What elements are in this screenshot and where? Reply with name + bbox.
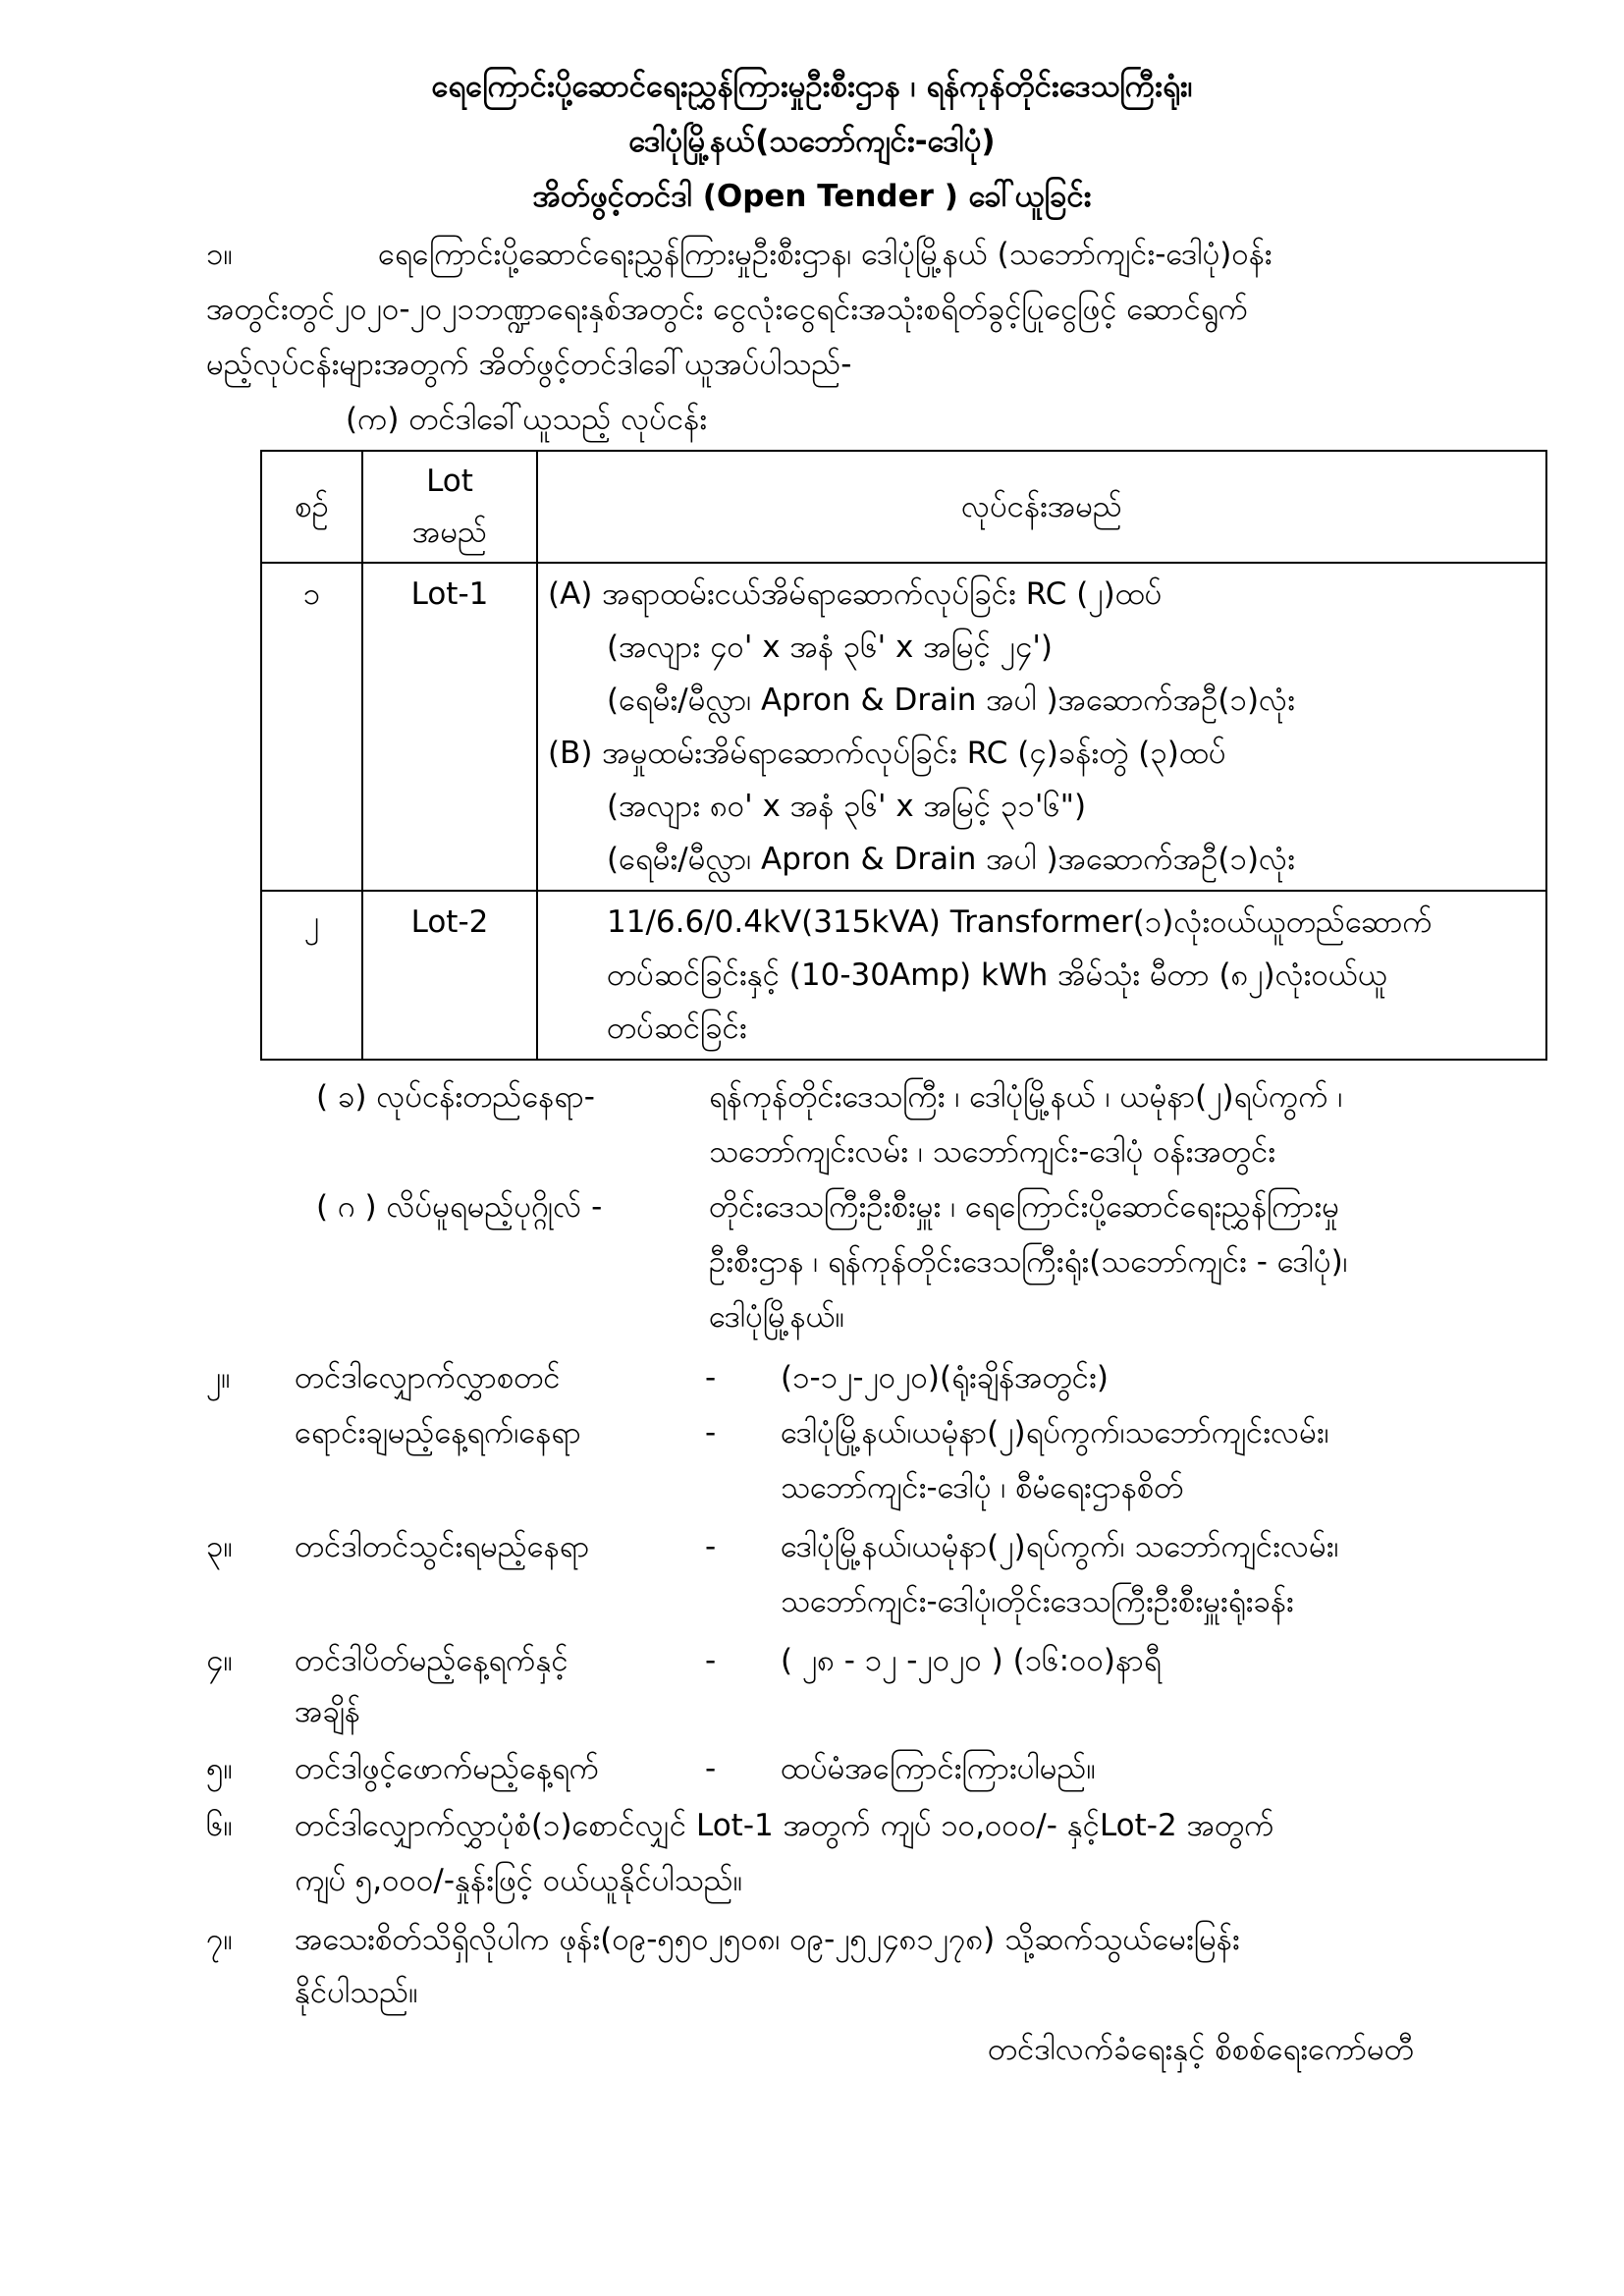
para-6-line-2: ကျပ် ၅,၀၀၀/-နှုန်းဖြင့် ဝယ်ယူနိုင်ပါသည်။	[295, 1863, 743, 1898]
header-lot: Lot အမည်	[362, 451, 537, 563]
para-7-line-1: အသေးစိတ်သိရှိလိုပါက ဖုန်း(၀၉-၅၅၀၂၅၀၈၊ ၀၉-၂၅၂၄၈၁၂၇၈) သို့ဆက်သွယ်မေးမြန်း	[295, 1922, 1240, 1957]
item-label: တင်ဒါဖွင့်ဖောက်မည့်နေ့ရက်	[295, 1751, 600, 1786]
item-value: (၁-၁၂-၂၀၂၀)(ရုံးချိန်အတွင်း)	[781, 1360, 1109, 1395]
item-dash: -	[705, 1415, 717, 1450]
item-value: သဘော်ကျင်း-ဒေါပုံ ၊ စီမံရေးဌာနစိတ်	[781, 1470, 1184, 1505]
para-1-line-2: အတွင်းတွင်၂၀၂၀-၂၀၂၁ဘဏ္ဍာရေးနှစ်အတွင်း ငွေလုံးငွေရင်းအသုံးစရိတ်ခွင့်ပြုငွေဖြင့် ဆောင်ရွက်	[206, 292, 1249, 327]
addressee-line-3: ဒေါပုံမြို့နယ်။	[709, 1299, 845, 1335]
title-line-3: အိတ်ဖွင့်တင်ဒါ (Open Tender ) ခေါ်ယူခြင်း	[532, 179, 1092, 214]
item-dash: -	[705, 1751, 717, 1786]
item-number: ၄။	[206, 1643, 233, 1678]
para-1-line-3: မည့်လုပ်ငန်းများအတွက် အိတ်ဖွင့်တင်ဒါခေါ်ယူအပ်ပါသည်-	[206, 347, 852, 382]
item-value: ( ၂၈ - ၁၂ -၂၀၂၀ ) (၁၆:၀၀)နာရီ	[781, 1643, 1162, 1678]
addressee-label: ( ဂ ) လိပ်မူရမည့်ပုဂ္ဂိုလ် -	[316, 1189, 603, 1225]
para-1-line-1: ရေကြောင်းပို့ဆောင်ရေးညွှန်ကြားမှုဦးစီးဌာန၊ ဒေါပုံမြို့နယ် (သဘော်ကျင်း-ဒေါပုံ)ဝန်း	[378, 237, 1272, 272]
item-dash: -	[705, 1643, 717, 1678]
sub-heading-ka: (က) တင်ဒါခေါ်ယူသည့် လုပ်ငန်း	[346, 402, 708, 437]
table-header-row	[261, 451, 1546, 563]
item-label: တင်ဒါပိတ်မည့်နေ့ရက်နှင့်	[295, 1643, 568, 1678]
para-6-number: ၆။	[206, 1808, 233, 1843]
signature-committee: တင်ဒါလက်ခံရေးနှင့် စိစစ်ရေးကော်မတီ	[988, 2032, 1414, 2067]
item-number: ၃။	[206, 1529, 233, 1564]
row-work-name: (A) အရာထမ်းငယ်အိမ်ရာဆောက်လုပ်ခြင်း RC (၂)ထပ် (အလျား ၄၀' x အနံ ၃၆' x အမြင့် ၂၄') (ရေမီး/မီလ္လာ၊ Apron & Drain အပါ )အဆောက်အဦ(၁)လုံး (B) အမှုထမ်းအိမ်ရာဆောက်လုပ်ခြင်း RC (၄)ခန်းတွဲ (၃)ထပ် (အလျား ၈၀' x အနံ ၃၆' x အမြင့် ၃၁'၆") (ရေမီး/မီလ္လာ၊ Apron & Drain အပါ )အဆောက်အဦ(၁)လုံး	[537, 563, 1546, 891]
header-number: စဉ်	[261, 451, 362, 563]
addressee-line-1: တိုင်းဒေသကြီးဦးစီးမှူး ၊ ရေကြောင်းပို့ဆောင်ရေးညွှန်ကြားမှု	[709, 1189, 1340, 1225]
table-row	[261, 563, 1546, 891]
row-lot: Lot-1	[362, 563, 537, 891]
para-1-number: ၁။	[206, 237, 233, 272]
item-number: ၅။	[206, 1751, 233, 1786]
location-line-1: ရန်ကုန်တိုင်းဒေသကြီး ၊ ဒေါပုံမြို့နယ် ၊ ယမုံနာ(၂)ရပ်ကွက် ၊	[709, 1079, 1343, 1115]
item-value: ဒေါပုံမြို့နယ်၊ယမုံနာ(၂)ရပ်ကွက်၊သဘော်ကျင်းလမ်း၊	[781, 1415, 1329, 1450]
item-dash: -	[705, 1529, 717, 1564]
para-7-line-2: နိုင်ပါသည်။	[295, 1975, 418, 2010]
item-label: တင်ဒါလျှောက်လွှာစတင်	[295, 1360, 561, 1395]
item-label: တင်ဒါတင်သွင်းရမည့်နေရာ	[295, 1529, 590, 1564]
header-work-name: လုပ်ငန်းအမည်	[537, 451, 1546, 563]
lots-table	[260, 450, 1547, 1061]
para-7-number: ၇။	[206, 1922, 233, 1957]
row-work-name: 11/6.6/0.4kV(315kVA) Transformer(၁)လုံးဝယ်ယူတည်ဆောက် တပ်ဆင်ခြင်းနှင့် (10-30Amp) kWh အိမ်သုံး မီတာ (၈၂)လုံးဝယ်ယူ တပ်ဆင်ခြင်း	[537, 891, 1546, 1060]
para-6-line-1: တင်ဒါလျှောက်လွှာပုံစံ(၁)စောင်လျှင် Lot-1 အတွက် ကျပ် ၁၀,၀၀၀/- နှင့်Lot-2 အတွက်	[295, 1808, 1274, 1843]
row-number: ၁	[261, 563, 362, 891]
row-number: ၂	[261, 891, 362, 1060]
item-label: အချိန်	[295, 1694, 360, 1729]
item-number: ၂။	[206, 1360, 231, 1395]
item-label: ရောင်းချမည့်နေ့ရက်၊နေရာ	[295, 1415, 581, 1450]
location-line-2: သဘော်ကျင်းလမ်း ၊ သဘော်ကျင်း-ဒေါပုံ ဝန်းအတွင်း	[709, 1134, 1276, 1170]
item-value: ဒေါပုံမြို့နယ်၊ယမုံနာ(၂)ရပ်ကွက်၊ သဘော်ကျင်းလမ်း၊	[781, 1529, 1339, 1564]
item-dash: -	[705, 1360, 717, 1395]
item-value: ထပ်မံအကြောင်းကြားပါမည်။	[781, 1751, 1096, 1786]
table-row	[261, 891, 1546, 1060]
addressee-line-2: ဦးစီးဌာန ၊ ရန်ကုန်တိုင်းဒေသကြီးရုံး(သဘော်ကျင်း - ဒေါပုံ)၊	[709, 1244, 1348, 1280]
item-value: သဘော်ကျင်း-ဒေါပုံ၊တိုင်းဒေသကြီးဦးစီးမှူးရုံးခန်း	[781, 1584, 1294, 1619]
row-lot: Lot-2	[362, 891, 537, 1060]
title-line-1: ရေကြောင်းပို့ဆောင်ရေးညွှန်ကြားမှုဦးစီးဌာန ၊ ရန်ကုန်တိုင်းဒေသကြီးရုံး၊	[431, 69, 1193, 104]
title-line-2: ဒေါပုံမြို့နယ်(သဘော်ကျင်း-ဒေါပုံ)	[628, 124, 996, 159]
location-label: ( ခ) လုပ်ငန်းတည်နေရာ-	[316, 1079, 595, 1115]
